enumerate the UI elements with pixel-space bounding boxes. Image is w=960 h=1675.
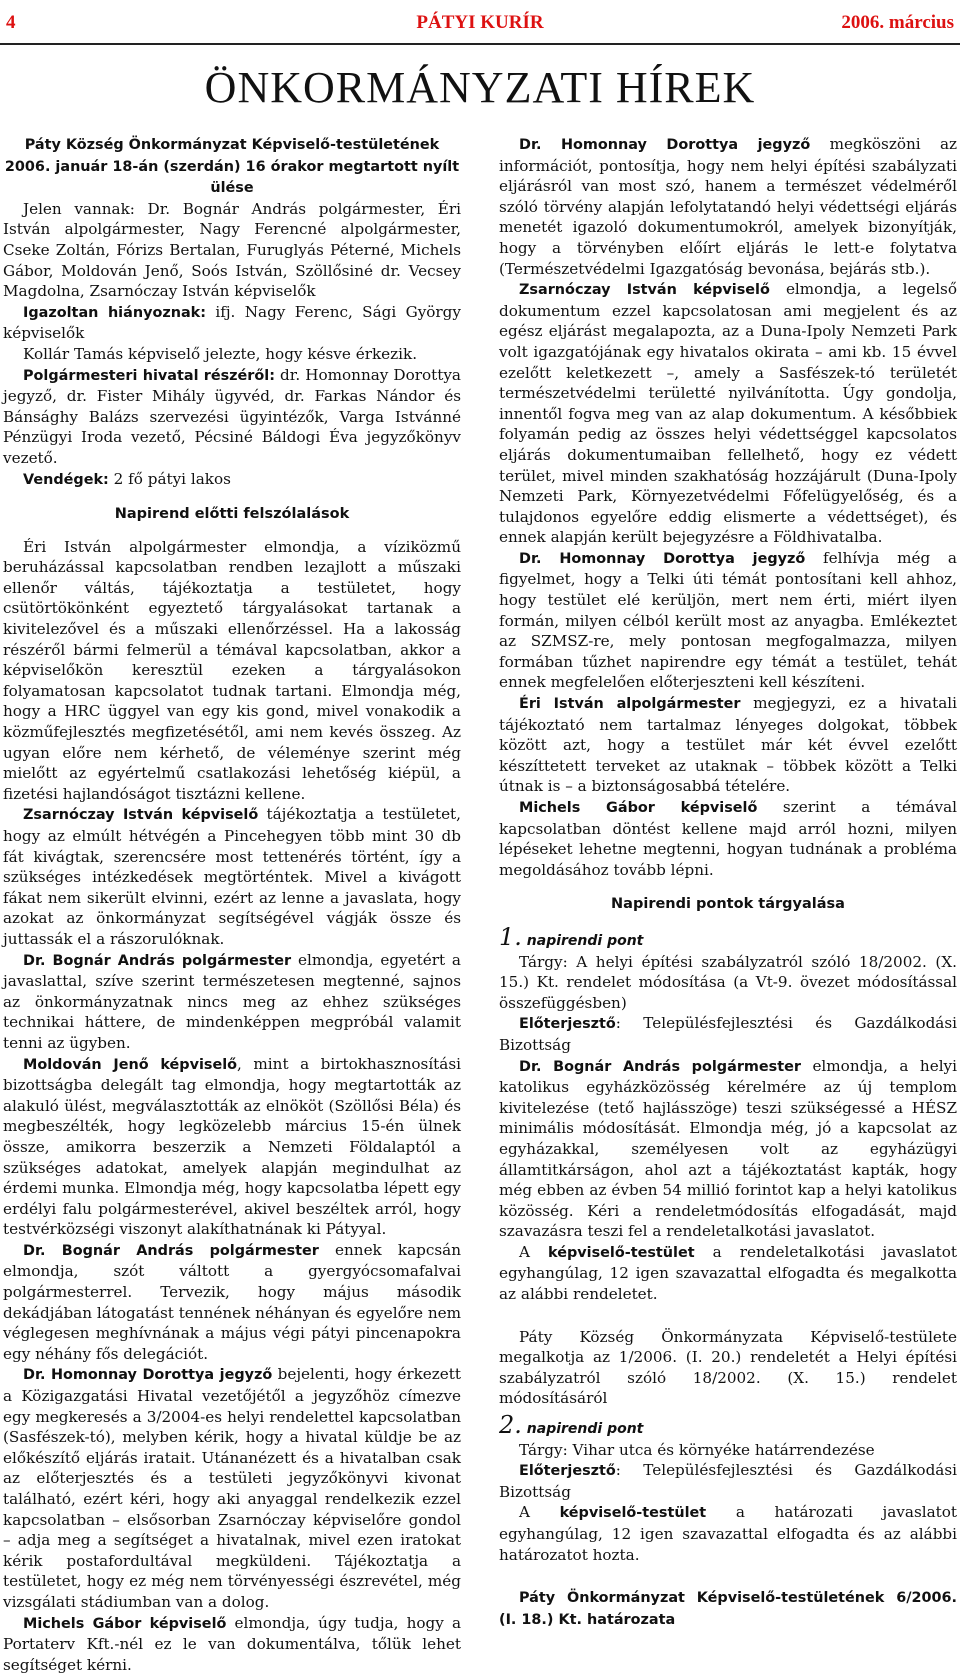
paragraph: Moldován Jenő képviselő, mint a birtokhasznosítási bizottságba delegált tag elmondja, hogy megtartották az alakuló ülést, megválasztották az elnököt (Szöllősi Béla) és megbeszélték, hogy legközelebb március 15-én ülnek össze, amikorra beszerzik a Nemzeti Földalaptól a szükséges adatokat, amelyek alapján megindulhat az érdemi munka. Elmondja még, hogy kapcsolatba lépett egy erdélyi falu polgármesterével, akivel beszéltek arról, hogy testvérközségi viszonyt alakíthatnának ki Pátyyal. bbox=[3, 1054, 461, 1239]
paragraph: Michels Gábor képviselő szerint a témával kapcsolatban döntést kellene majd arról hozni, milyen lépéseket lehetne megtenni, hogyan tudnának a probléma megoldásához tovább lépni. bbox=[499, 798, 957, 879]
issue-date: 2006. március bbox=[841, 12, 954, 33]
agenda-item-1-vote: A képviselő-testület a rendeletalkotási javaslatot egyhangúlag, 12 igen szavazattal elfogadta és megalkotta az alábbi rendeletet. bbox=[499, 1242, 957, 1304]
paragraph: Dr. Homonnay Dorottya jegyző megköszöni az információt, pontosítja, hogy nem helyi építési szabályzati eljárásról van most szó, hanem a természet védelméről szóló törvény alapján lefolytatandó helyi védettségi eljárás menetét igazoló dokumentumokról, amelyek bizonyítják, hogy a törvényben előírt eljárás le lett-e folytatva (Természetvédelmi Igazgatóság bevonása, bejárás stb.). bbox=[499, 135, 957, 278]
spacer bbox=[499, 1565, 957, 1587]
page-header bbox=[0, 0, 960, 50]
publication-name: PÁTYI KURÍR bbox=[416, 12, 544, 33]
page-number: 4 bbox=[6, 12, 16, 33]
paragraph: Dr. Bognár András polgármester elmondja, egyetért a javaslattal, szíve szerint természetesen megtenné, sajnos az önkormányzatnak nincs meg az ehhez szükséges technikai háttere, de mindenképpen megpróbál valamit tenni az ügyben. bbox=[3, 950, 461, 1052]
header-rule bbox=[0, 43, 960, 45]
office-attendees: Polgármesteri hivatal részéről: dr. Homonnay Dorottya jegyző, dr. Fister Mihály ügyvéd, dr. Farkas Nándor és Bánsághy Balázs szervezési ügyintézők, Varga Istvánné Pénzügyi Iroda vezető, Pécsiné Báldogi Éva jegyzőkönyv vezető. bbox=[3, 365, 461, 467]
paragraph: Michels Gábor képviselő elmondja, úgy tudja, hogy a Portaterv Kft.-nél ez le van dokumentálva, tőlük lehet segítséget kérni. bbox=[3, 1613, 461, 1674]
left-column bbox=[3, 134, 461, 1675]
agenda-item-2-title: 2. napirendi pont bbox=[499, 1411, 644, 1440]
agenda-item-1-presenter: Előterjesztő: Településfejlesztési és Gazdálkodási Bizottság bbox=[499, 1014, 957, 1054]
absent-members: Igazoltan hiányoznak: ifj. Nagy Ferenc, Sági György képviselők bbox=[3, 302, 461, 343]
late-note: Kollár Tamás képviselő jelezte, hogy késve érkezik. bbox=[23, 344, 418, 363]
paragraph: Zsarnóczay István képviselő tájékoztatja a testületet, hogy az elmúlt hétvégén a Pincehegyen több mint 30 db fát kivágtak, szerencsére most tettenérés történt, így a szükséges intézkedések megtörténtek. Mivel a kivágott fákat nem sikerült elvinni, ezért az lenne a javaslata, hogy azokat az önkormányzat segítségével vágják össze és juttassák el a rászorulóknak. bbox=[3, 805, 461, 948]
agenda-item-2-resolution: Páty Önkormányzat Képviselő-testületének 6/2006. (I. 18.) Kt. határozata bbox=[499, 1590, 957, 1628]
right-column bbox=[499, 134, 957, 1630]
paragraph: Dr. Bognár András polgármester ennek kapcsán elmondja, szót váltott a gyergyócsomafalvai polgármesterrel. Tervezik, hogy május második dekádjában látogatást tennének néhányan és egyelőre nem véglegesen meghívnának a május végi pátyi pincenapokra egy néhány fős delegációt. bbox=[3, 1240, 461, 1363]
spacer bbox=[499, 1305, 957, 1327]
agenda-item-2-vote: A képviselő-testület a határozati javaslatot egyhangúlag, 12 igen szavazattal elfogadta és az alábbi határozatot hozta. bbox=[499, 1503, 957, 1564]
agenda-pre-heading: Napirend előtti felszólalások bbox=[114, 506, 350, 523]
paragraph: Dr. Homonnay Dorottya jegyző bejelenti, hogy érkezett a Közigazgatási Hivatal vezetőjétől a jegyzőhöz címezve egy megkeresés a 3/2004-es helyi rendelettel kapcsolatban (Sasfészek-tó), melyben kérik, hogy a hivatal küldje be az előkészítő eljárás iratait. Utánanézett és a hivatalban csak az előterjesztés és a testületi jegyzőkönyvi kivonat található, ezért kéri, hogy aki anyaggal rendelkezik ezzel kapcsolatban – elsősorban Zsarnóczay képviselőre gondol – adja meg a segítséget a hivatalnak, mivel ezen iratokat kérik postafordultával megküldeni. Tájékoztatja a testületet, hogy ez még nem törvényességi észrevétel, még vizsgálati stádiumban van a dolog. bbox=[3, 1365, 461, 1611]
paragraph: Éri István alpolgármester megjegyzi, ez a hivatali tájékoztató nem tartalmaz lényeges dolgokat, többek között azt, hogy a testület már két évvel ezelőtt készíttetett terveket az utaknak – többek között a Telki útnak is – a biztonságosabbá tételére. bbox=[499, 694, 957, 796]
paragraph: Dr. Homonnay Dorottya jegyző felhívja még a figyelmet, hogy a Telki úti témát pontosítani kell ahhoz, hogy testület elé kerüljön, mert nem érti, miért ilyen formán, milyen célból került most az anyagba. Emlékeztet az SZMSZ-re, mely pontosan megfogalmazza, milyen formában tűzhet napirendre egy témát a testület, tehát ennek megfelelően előterjeszteni kell készíteni. bbox=[499, 548, 957, 692]
agenda-heading: Napirendi pontok tárgyalása bbox=[611, 896, 845, 913]
meeting-heading: Páty Község Önkormányzat Képviselő-testületének 2006. január 18-án (szerdán) 16 órakor megtartott nyílt ülése bbox=[4, 137, 460, 197]
present-members: Jelen vannak: Dr. Bognár András polgármester, Éri István alpolgármester, Nagy Ferencné alpolgármester, Cseke Zoltán, Fórizs Bertalan, Furuglyás Péterné, Michels Gábor, Moldován Jenő, Soós István, Szöllősiné dr. Vecsey Magdolna, Zsarnóczay István képviselők bbox=[3, 199, 461, 301]
agenda-item-1-title: 1. napirendi pont bbox=[499, 922, 644, 951]
section-title: ÖNKORMÁNYZATI HÍREK bbox=[204, 63, 756, 112]
agenda-item-2-subject: Tárgy: Vihar utca és környéke határrendezése bbox=[519, 1440, 875, 1459]
agenda-item-1-decree: Páty Község Önkormányzata Képviselő-testülete megalkotja az 1/2006. (I. 20.) rendeletét a Helyi építési szabályzatról szóló 18/2002. (X. 15.) rendelet módosításáról bbox=[499, 1327, 957, 1408]
agenda-item-2-presenter: Előterjesztő: Településfejlesztési és Gazdálkodási Bizottság bbox=[499, 1461, 957, 1501]
paragraph: Zsarnóczay István képviselő elmondja, a legelső dokumentum ezzel kapcsolatosan ami megjelent és az egész eljárást megalapozta, az a Duna-Ipoly Nemzeti Park volt igazgatójának egy hivatalos okirata – ami kb. 15 évvel ezelőtt keletkezett –, amely a Sasfészek-tó területét természetvédelmi területté nyilvánította. Úgy gondolja, innentől fogva meg van az alap dokumentum. A későbbiek folyamán pedig az összes helyi védettséggel kapcsolatos eljárás dokumentumaiban fellelhető, hogy ez védett terület, mivel minden szakhatóság hozzájárult (Duna-Ipoly Nemzeti Park, Környezetvédelmi Főfelügyelőség, és a tulajdonos egyelőre eddig elismerte a védettséget), és ennek alapján került bejegyzésre a Földhivatalba. bbox=[499, 280, 957, 547]
guests: Vendégek: 2 fő pátyi lakos bbox=[23, 469, 231, 488]
paragraph: Éri István alpolgármester elmondja, a víziközmű beruházással kapcsolatban rendben lezajlott a műszaki ellenőr váltás, tájékoztatja a testületet, hogy csütörtökönként egyeztető tárgyalásokat tartanak a kivitelezővel és a műszaki ellenőrzéssel. Ha a lakosság részéről bármi felmerül a témával kapcsolatban, akkor a képviselőkön keresztül ezeken a tárgyalásokon folyamatosan kapcsolatot tudnak tartani. Elmondja még, hogy a HRC üggyel van egy kis gond, mivel vonakodik a közműfejlesztés megfizetésétől, ami nem kevés összeg. Az ugyan előre nem kérhető, de véleménye szerint még mielőtt az egyértelmű csatlakozási lehetőség kiépül, a fizetési hajlandóságot tisztázni kellene. bbox=[3, 537, 461, 803]
paragraph: Dr. Bognár András polgármester elmondja, a helyi katolikus egyházközösség kérelmére az új templom kivitelezése (tető hajlásszöge) teszi szükségessé a HÉSZ minimális módosítását. Elmondja még, jó a kapcsolat az egyházakkal, személyesen volt az egyházügyi államtitkárságon, ahol azt a tájékoztatást kapták, hogy még ebben az évben 54 millió forintot kap a helyi katolikus közösség. Kéri a rendeletmódosítás elfogadását, majd szavazásra teszi fel a rendeletalkotási javaslatot. bbox=[499, 1056, 957, 1241]
agenda-item-1-subject: Tárgy: A helyi építési szabályzatról szóló 18/2002. (X. 15.) Kt. rendelet módosítása (a Vt-9. övezet módosítással összefüggésben) bbox=[499, 952, 957, 1012]
